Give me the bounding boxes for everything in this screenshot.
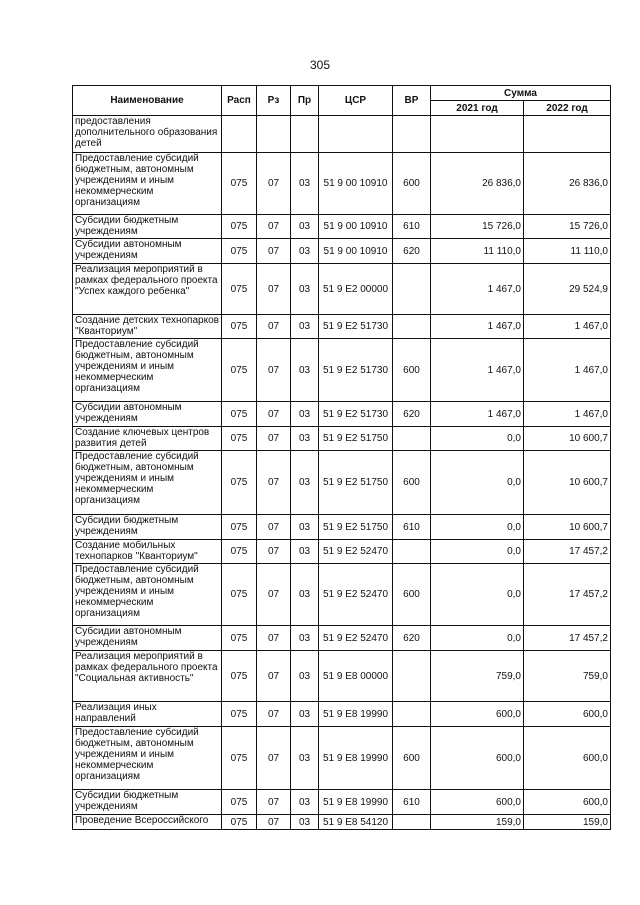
- row-sum-2022: 29 524,9: [524, 264, 611, 315]
- table-row: [73, 339, 611, 402]
- row-rz: 07: [257, 564, 291, 626]
- row-sum-2021: [431, 116, 524, 153]
- row-sum-2021: 0,0: [431, 540, 524, 564]
- row-sum-2021: 1 467,0: [431, 339, 524, 402]
- row-name: Предоставление субсидий бюджетным, автономным учреждениям и иным некоммерческим организациям: [73, 564, 222, 626]
- row-sum-2021: 11 110,0: [431, 239, 524, 264]
- row-rasp: 075: [222, 264, 257, 315]
- table-row: [73, 315, 611, 339]
- row-vr: [393, 427, 431, 451]
- row-rz: 07: [257, 153, 291, 215]
- row-name: Субсидии бюджетным учреждениям: [73, 790, 222, 815]
- row-pr: 03: [291, 215, 319, 239]
- row-rasp: 075: [222, 339, 257, 402]
- table-row: [73, 116, 611, 153]
- row-name: Субсидии автономным учреждениям: [73, 626, 222, 651]
- row-pr: 03: [291, 339, 319, 402]
- row-sum-2022: 159,0: [524, 815, 611, 830]
- row-name: Предоставление субсидий бюджетным, автономным учреждениям и иным некоммерческим организациям: [73, 451, 222, 515]
- row-sum-2022: 1 467,0: [524, 315, 611, 339]
- table-row: [73, 702, 611, 727]
- row-pr: 03: [291, 651, 319, 702]
- row-pr: 03: [291, 815, 319, 830]
- row-sum-2021: 159,0: [431, 815, 524, 830]
- row-rasp: 075: [222, 540, 257, 564]
- row-pr: 03: [291, 564, 319, 626]
- row-rasp: 075: [222, 239, 257, 264]
- row-rasp: 075: [222, 451, 257, 515]
- row-pr: 03: [291, 702, 319, 727]
- table-row: [73, 564, 611, 626]
- row-csr: 51 9 00 10910: [319, 215, 393, 239]
- row-rasp: 075: [222, 402, 257, 427]
- row-name: Создание мобильных технопарков "Кванториум": [73, 540, 222, 564]
- row-sum-2022: 17 457,2: [524, 564, 611, 626]
- row-pr: 03: [291, 402, 319, 427]
- row-sum-2022: 17 457,2: [524, 540, 611, 564]
- row-pr: 03: [291, 451, 319, 515]
- row-sum-2021: 1 467,0: [431, 315, 524, 339]
- row-vr: [393, 315, 431, 339]
- table-row: [73, 626, 611, 651]
- row-csr: 51 9 E8 54120: [319, 815, 393, 830]
- row-vr: 600: [393, 153, 431, 215]
- row-rz: 07: [257, 339, 291, 402]
- row-vr: [393, 702, 431, 727]
- row-sum-2022: 759,0: [524, 651, 611, 702]
- row-name: Реализация мероприятий в рамках федерального проекта "Успех каждого ребенка": [73, 264, 222, 315]
- row-rz: 07: [257, 451, 291, 515]
- row-rasp: 075: [222, 315, 257, 339]
- table-row: [73, 153, 611, 215]
- row-sum-2022: 17 457,2: [524, 626, 611, 651]
- row-pr: 03: [291, 540, 319, 564]
- row-name: Субсидии автономным учреждениям: [73, 239, 222, 264]
- row-rasp: 075: [222, 727, 257, 790]
- row-csr: [319, 116, 393, 153]
- row-sum-2022: 1 467,0: [524, 402, 611, 427]
- row-csr: 51 9 E8 19990: [319, 727, 393, 790]
- header-csr: ЦСР: [319, 86, 393, 116]
- header-vr: ВР: [393, 86, 431, 116]
- table-body: [73, 116, 611, 830]
- row-vr: 600: [393, 564, 431, 626]
- row-vr: 620: [393, 239, 431, 264]
- table-row: [73, 215, 611, 239]
- row-sum-2021: 0,0: [431, 626, 524, 651]
- header-row: [73, 86, 611, 101]
- row-rasp: 075: [222, 515, 257, 540]
- row-pr: 03: [291, 515, 319, 540]
- row-name: Проведение Всероссийского: [73, 815, 222, 830]
- row-sum-2021: 15 726,0: [431, 215, 524, 239]
- row-name: Субсидии автономным учреждениям: [73, 402, 222, 427]
- header-name: Наименование: [73, 86, 222, 116]
- row-sum-2022: 15 726,0: [524, 215, 611, 239]
- row-vr: [393, 116, 431, 153]
- row-sum-2022: 1 467,0: [524, 339, 611, 402]
- row-sum-2022: 10 600,7: [524, 451, 611, 515]
- row-csr: 51 9 E8 19990: [319, 790, 393, 815]
- row-vr: [393, 540, 431, 564]
- row-rz: 07: [257, 540, 291, 564]
- row-rz: 07: [257, 626, 291, 651]
- row-name: Реализация мероприятий в рамках федерального проекта "Социальная активность": [73, 651, 222, 702]
- row-rasp: 075: [222, 815, 257, 830]
- row-csr: 51 9 E2 52470: [319, 626, 393, 651]
- row-sum-2021: 0,0: [431, 564, 524, 626]
- row-rz: [257, 116, 291, 153]
- row-sum-2021: 759,0: [431, 651, 524, 702]
- row-rz: 07: [257, 315, 291, 339]
- row-sum-2022: [524, 116, 611, 153]
- row-csr: 51 9 E2 51750: [319, 515, 393, 540]
- table-row: [73, 239, 611, 264]
- row-rasp: 075: [222, 427, 257, 451]
- row-rz: 07: [257, 264, 291, 315]
- row-sum-2021: 0,0: [431, 427, 524, 451]
- row-rz: 07: [257, 790, 291, 815]
- row-sum-2021: 1 467,0: [431, 402, 524, 427]
- row-rz: 07: [257, 427, 291, 451]
- row-vr: 600: [393, 339, 431, 402]
- row-rz: 07: [257, 402, 291, 427]
- row-csr: 51 9 00 10910: [319, 153, 393, 215]
- row-sum-2021: 26 836,0: [431, 153, 524, 215]
- row-sum-2022: 600,0: [524, 790, 611, 815]
- row-name: Создание детских технопарков "Кванториум": [73, 315, 222, 339]
- row-vr: [393, 815, 431, 830]
- row-vr: 610: [393, 790, 431, 815]
- row-vr: 620: [393, 626, 431, 651]
- row-csr: 51 9 E2 51730: [319, 315, 393, 339]
- table-row: [73, 264, 611, 315]
- row-name: Субсидии бюджетным учреждениям: [73, 215, 222, 239]
- row-sum-2021: 600,0: [431, 790, 524, 815]
- row-csr: 51 9 E2 51750: [319, 427, 393, 451]
- page-number: 305: [309, 58, 331, 72]
- row-vr: 620: [393, 402, 431, 427]
- row-csr: 51 9 E2 52470: [319, 540, 393, 564]
- row-rasp: 075: [222, 651, 257, 702]
- row-name: предоставления дополнительного образования детей: [73, 116, 222, 153]
- table-row: [73, 790, 611, 815]
- row-sum-2022: 11 110,0: [524, 239, 611, 264]
- row-pr: 03: [291, 239, 319, 264]
- row-name: Создание ключевых центров развития детей: [73, 427, 222, 451]
- row-sum-2021: 0,0: [431, 451, 524, 515]
- row-rz: 07: [257, 215, 291, 239]
- row-name: Предоставление субсидий бюджетным, автономным учреждениям и иным некоммерческим организациям: [73, 339, 222, 402]
- header-year-2022: 2022 год: [524, 101, 611, 116]
- row-rz: 07: [257, 815, 291, 830]
- row-pr: 03: [291, 315, 319, 339]
- row-rz: 07: [257, 239, 291, 264]
- header-sum: Сумма: [431, 86, 611, 101]
- row-rasp: [222, 116, 257, 153]
- row-rasp: 075: [222, 790, 257, 815]
- row-csr: 51 9 E2 00000: [319, 264, 393, 315]
- row-rz: 07: [257, 702, 291, 727]
- row-rz: 07: [257, 651, 291, 702]
- table-row: [73, 515, 611, 540]
- row-name: Субсидии бюджетным учреждениям: [73, 515, 222, 540]
- row-name: Реализация иных направлений: [73, 702, 222, 727]
- row-pr: [291, 116, 319, 153]
- table-row: [73, 815, 611, 830]
- row-rasp: 075: [222, 626, 257, 651]
- budget-table: [72, 85, 611, 830]
- row-vr: 610: [393, 215, 431, 239]
- row-vr: [393, 264, 431, 315]
- table-row: [73, 451, 611, 515]
- row-csr: 51 9 E2 52470: [319, 564, 393, 626]
- row-pr: 03: [291, 153, 319, 215]
- row-csr: 51 9 00 10910: [319, 239, 393, 264]
- row-csr: 51 9 E8 00000: [319, 651, 393, 702]
- row-rasp: 075: [222, 702, 257, 727]
- header-pr: Пр: [291, 86, 319, 116]
- row-csr: 51 9 E2 51750: [319, 451, 393, 515]
- table-row: [73, 402, 611, 427]
- row-csr: 51 9 E2 51730: [319, 402, 393, 427]
- row-name: Предоставление субсидий бюджетным, автономным учреждениям и иным некоммерческим организациям: [73, 727, 222, 790]
- row-rz: 07: [257, 727, 291, 790]
- row-rz: 07: [257, 515, 291, 540]
- row-vr: 600: [393, 727, 431, 790]
- row-rasp: 075: [222, 564, 257, 626]
- row-csr: 51 9 E8 19990: [319, 702, 393, 727]
- header-year-2021: 2021 год: [431, 101, 524, 116]
- table-row: [73, 540, 611, 564]
- row-pr: 03: [291, 790, 319, 815]
- header-rasp: Расп: [222, 86, 257, 116]
- row-pr: 03: [291, 264, 319, 315]
- row-pr: 03: [291, 626, 319, 651]
- row-rasp: 075: [222, 215, 257, 239]
- row-sum-2022: 26 836,0: [524, 153, 611, 215]
- row-vr: 610: [393, 515, 431, 540]
- row-sum-2021: 600,0: [431, 702, 524, 727]
- row-sum-2021: 600,0: [431, 727, 524, 790]
- header-rz: Рз: [257, 86, 291, 116]
- row-csr: 51 9 E2 51730: [319, 339, 393, 402]
- row-sum-2022: 10 600,7: [524, 427, 611, 451]
- row-sum-2021: 1 467,0: [431, 264, 524, 315]
- row-vr: [393, 651, 431, 702]
- row-pr: 03: [291, 427, 319, 451]
- table-row: [73, 651, 611, 702]
- row-pr: 03: [291, 727, 319, 790]
- row-sum-2022: 600,0: [524, 727, 611, 790]
- table-row: [73, 727, 611, 790]
- row-sum-2022: 600,0: [524, 702, 611, 727]
- row-name: Предоставление субсидий бюджетным, автономным учреждениям и иным некоммерческим организациям: [73, 153, 222, 215]
- table-row: [73, 427, 611, 451]
- row-sum-2021: 0,0: [431, 515, 524, 540]
- row-rasp: 075: [222, 153, 257, 215]
- row-vr: 600: [393, 451, 431, 515]
- row-sum-2022: 10 600,7: [524, 515, 611, 540]
